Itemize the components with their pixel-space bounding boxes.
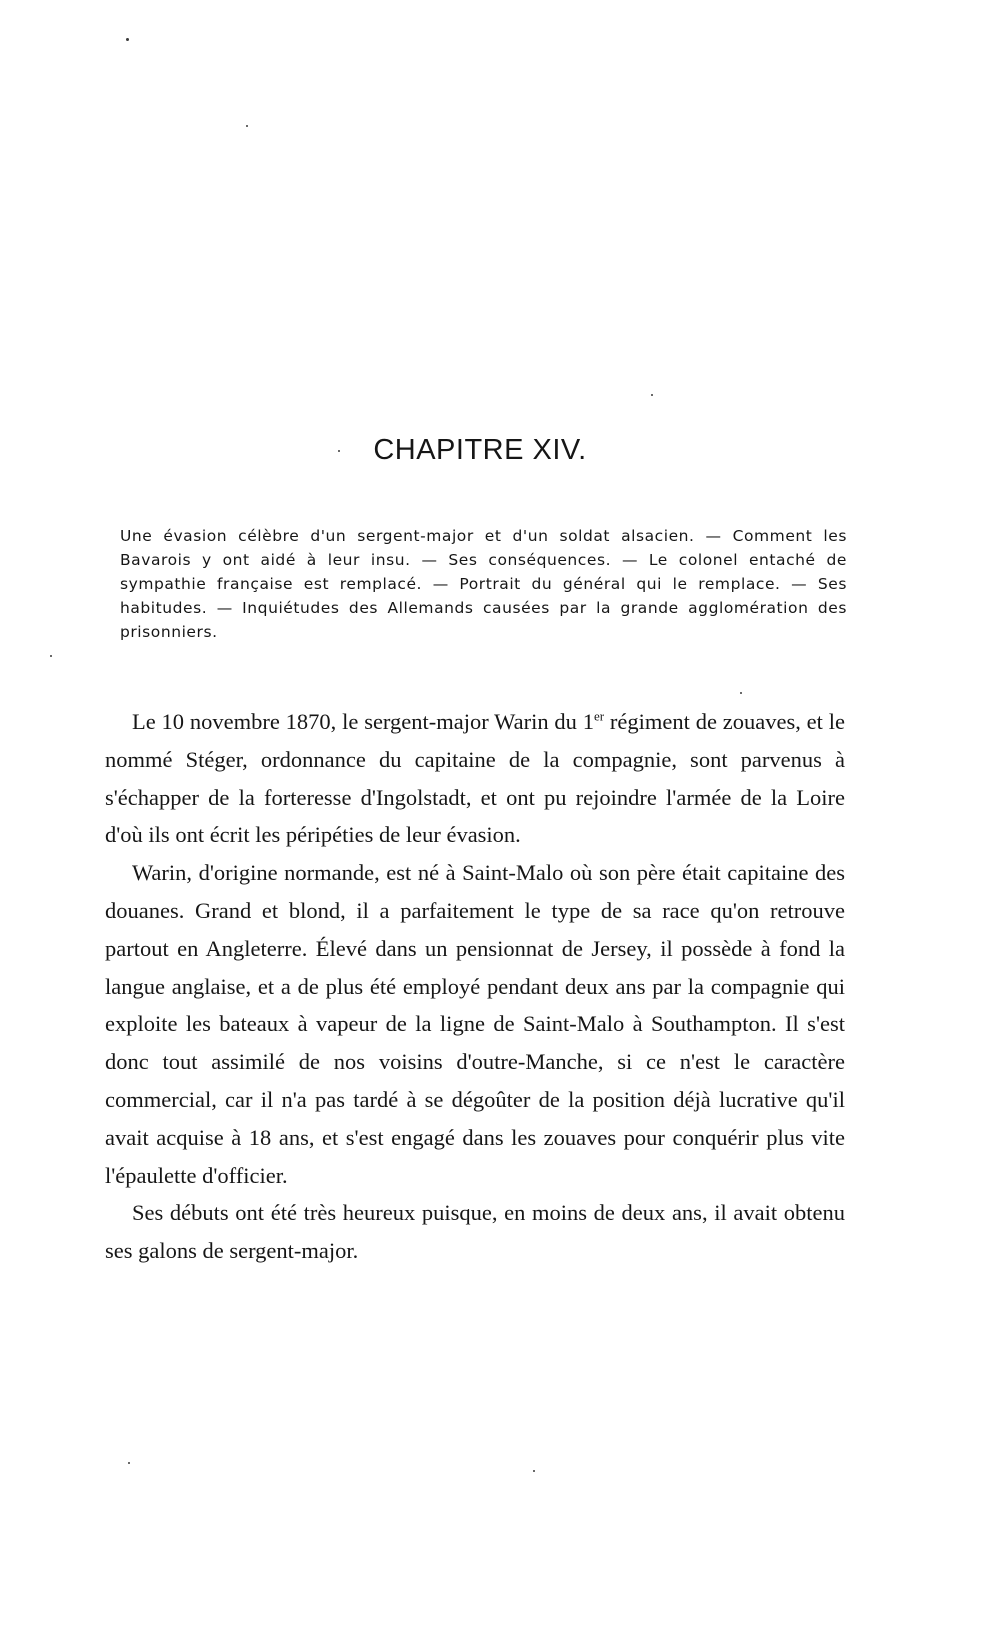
ordinal-superscript: er (593, 708, 605, 724)
paragraph: Ses débuts ont été très heureux puisque, en moins de deux ans, il avait obtenu ses galons de sergent-major. (105, 1200, 845, 1264)
print-speck (651, 394, 653, 396)
print-speck (740, 692, 742, 694)
paragraph: Warin, d'origine normande, est né à Saint-Malo où son père était capitaine des douanes. Grand et blond, il a parfaitement le type de sa race qu'on retrouve partout en Angleterre. Élevé dans un pensionnat de Jersey, il possède à fond la langue anglaise, et a de plus été employé pendant deux ans par la compagnie qui exploite les bateaux à vapeur de la ligne de Saint-Malo à Southampton. Il s'est donc tout assimilé de nos voisins d'outre-Manche, si ce n'est le caractère commercial, car il n'a pas tardé à se dégoûter de la position déjà lucrative qu'il avait acquise à 18 ans, et s'est engagé dans les zouaves pour conquérir plus vite l'épaulette d'officier. (105, 860, 845, 1188)
print-speck (126, 38, 129, 41)
chapter-summary: Une évasion célèbre d'un sergent-major et d'un soldat alsacien. — Comment les Bavarois y ont aidé à leur insu. — Ses conséquences. — Le colonel entaché de sympathie française est remplacé. — Portrait du général qui le remplace. — Ses habitudes. — Inquiétudes des Allemands causées par la grande agglomération des prisonniers. (120, 527, 847, 641)
print-speck (533, 1470, 535, 1472)
paragraph-text: régiment de zouaves, et le nommé Stéger, ordonnance du capitaine de la compagnie, sont parvenus à s'échapper de la forteresse d'Ingolstadt, et ont pu rejoindre l'armée de la Loire d'où ils ont écrit les péripéties de leur évasion. (105, 709, 845, 848)
paragraph-text: Le 10 novembre 1870, le sergent-major Warin du 1 (132, 709, 594, 734)
print-speck (246, 125, 248, 127)
paragraph (105, 703, 845, 854)
chapter-body (105, 703, 845, 1270)
chapter-title: CHAPITRE XIV. (373, 434, 587, 466)
print-speck (50, 655, 52, 657)
print-speck (128, 1462, 130, 1464)
